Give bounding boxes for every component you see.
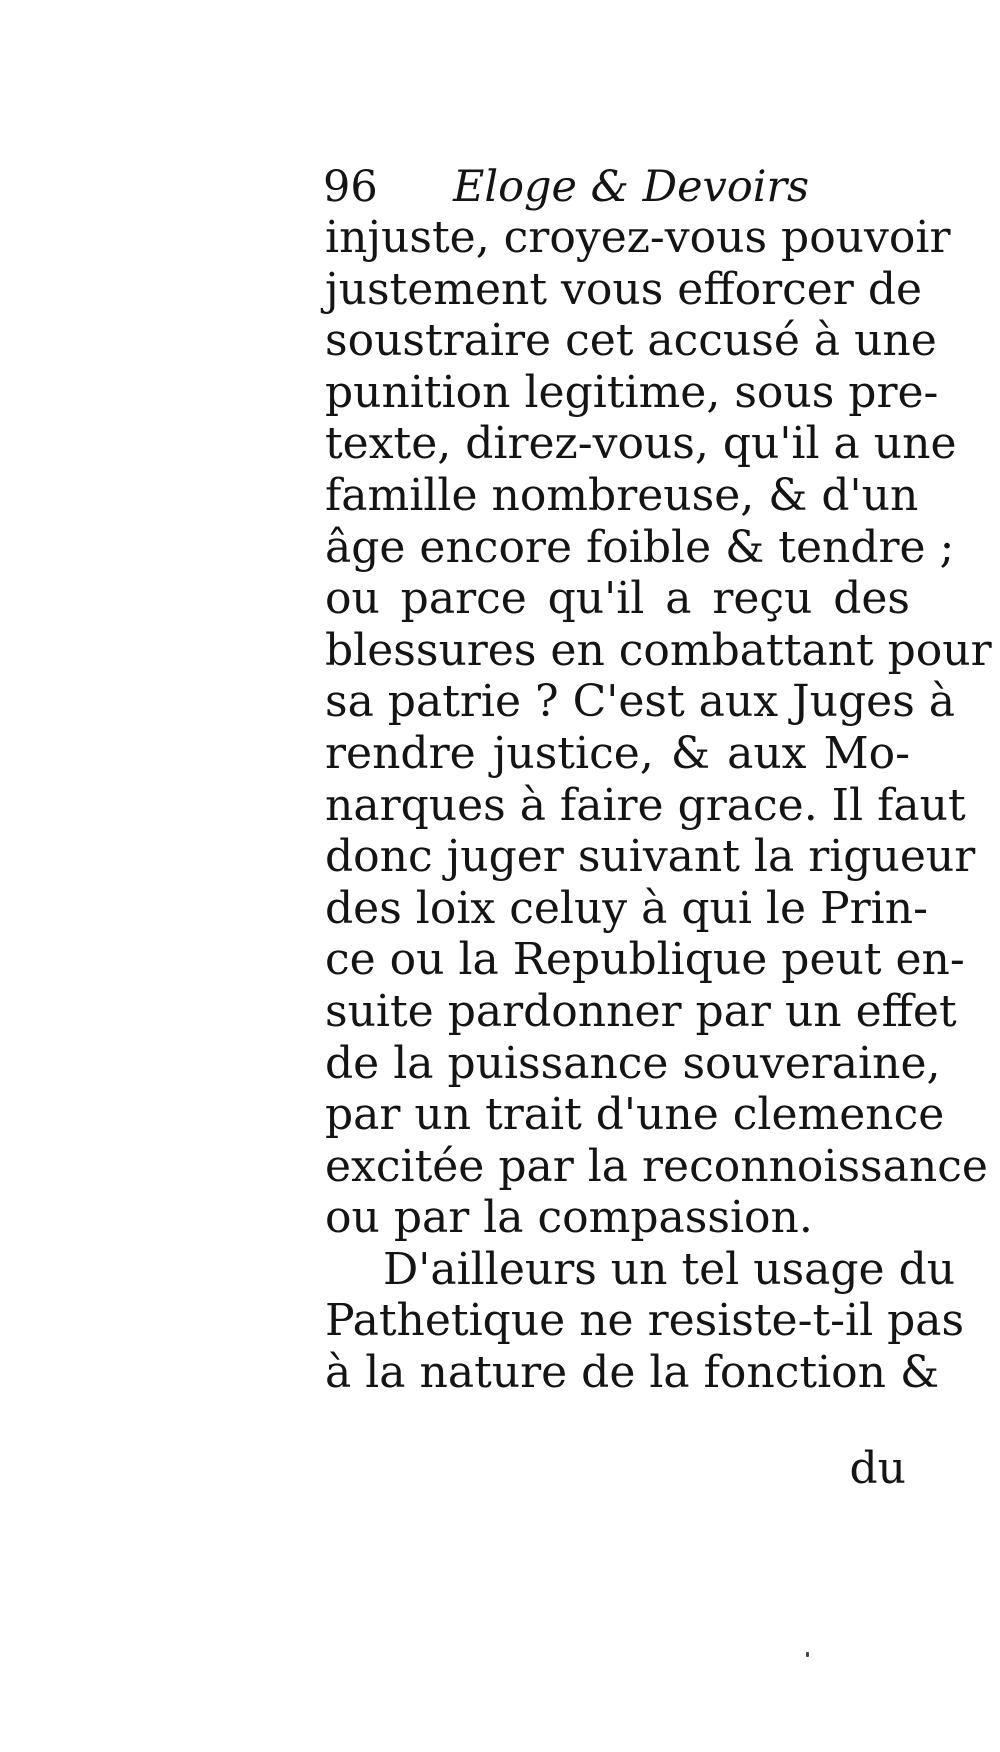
running-head: Eloge & Devoirs <box>453 162 810 212</box>
text-line: par un trait d'une clemence <box>325 1089 945 1141</box>
text-line: punition legitime, sous pre- <box>325 366 939 418</box>
text-line: ce ou la Republique peut en- <box>325 934 965 986</box>
page-header <box>323 158 810 216</box>
paragraph-start-line: D'ailleurs un tel usage du <box>383 1243 956 1295</box>
text-line: suite pardonner par un effet <box>325 985 957 1037</box>
text-line: excitée par la reconnoissance <box>325 1140 988 1192</box>
text-line: ou parce qu'il a reçu des <box>325 573 910 625</box>
text-line: texte, direz-vous, qu'il a une <box>325 418 957 470</box>
text-line: à la nature de la fonction & <box>325 1347 940 1399</box>
text-line: Pathetique ne resiste-t-il pas <box>325 1295 965 1347</box>
text-line: justement vous efforcer de <box>325 263 923 315</box>
paragraph-end-line: ou par la compassion. <box>325 1192 813 1244</box>
ink-speck <box>806 1652 809 1657</box>
text-line: famille nombreuse, & d'un <box>325 469 919 521</box>
text-line: âge encore foible & tendre ; <box>325 521 955 573</box>
text-line: sa patrie ? C'est aux Juges à <box>325 676 955 728</box>
text-line: blessures en combattant pour <box>325 624 992 676</box>
text-line: des loix celuy à qui le Prin- <box>325 882 928 934</box>
page-number: 96 <box>323 162 378 212</box>
text-line: de la puissance souveraine, <box>325 1037 941 1089</box>
text-line: donc juger suivant la rigueur <box>325 831 976 883</box>
text-line: soustraire cet accusé à une <box>325 315 937 367</box>
catchword: du <box>849 1443 906 1494</box>
body-text <box>325 212 992 1399</box>
text-line: rendre justice, & aux Mo- <box>325 727 910 779</box>
text-line: narques à faire grace. Il faut <box>325 779 966 831</box>
text-line: injuste, croyez-vous pouvoir <box>325 212 951 263</box>
